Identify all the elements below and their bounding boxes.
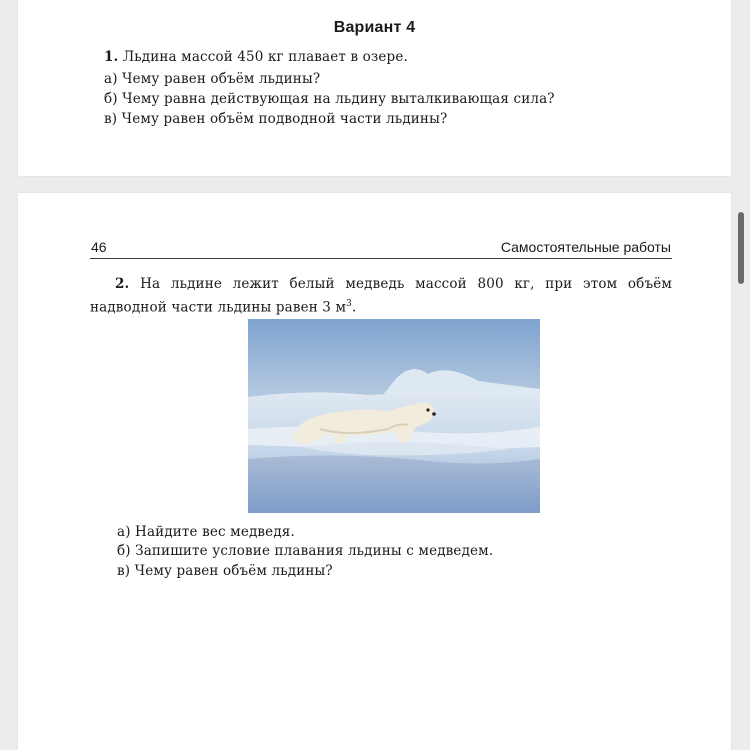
page-number: 46 [91,239,107,255]
scrollbar-thumb[interactable] [738,212,744,284]
variant-title: Вариант 4 [333,19,416,36]
problem-2-number: 2. [115,276,130,292]
page-header [90,238,672,259]
problem-2-item-c: в) Чему равен объём льдины? [117,563,333,579]
polar-bear-photo [248,319,540,513]
problem-2-item-b: б) Запишите условие плавания льдины с медведем. [117,543,494,559]
page-top [18,0,731,176]
page-bottom [18,193,731,750]
problem-1-item-a: а) Чему равен объём льдины? [104,71,321,87]
problem-1-number: 1. [104,49,119,65]
problem-1 [104,49,408,65]
problem-1-text: Льдина массой 450 кг плавает в озере. [122,49,408,65]
problem-1-item-b: б) Чему равна действующая на льдину выталкивающая сила? [104,91,555,107]
problem-1-item-c: в) Чему равен объём подводной части льдины? [104,111,448,127]
section-title: Самостоятельные работы [500,239,671,255]
problem-2-item-a: а) Найдите вес медведя. [117,524,295,540]
problem-2-text: 2. На льдине лежит белый медведь массой 800 кг, при этом объём надводной части льдины равен 3 $м^3$. [90,276,672,316]
